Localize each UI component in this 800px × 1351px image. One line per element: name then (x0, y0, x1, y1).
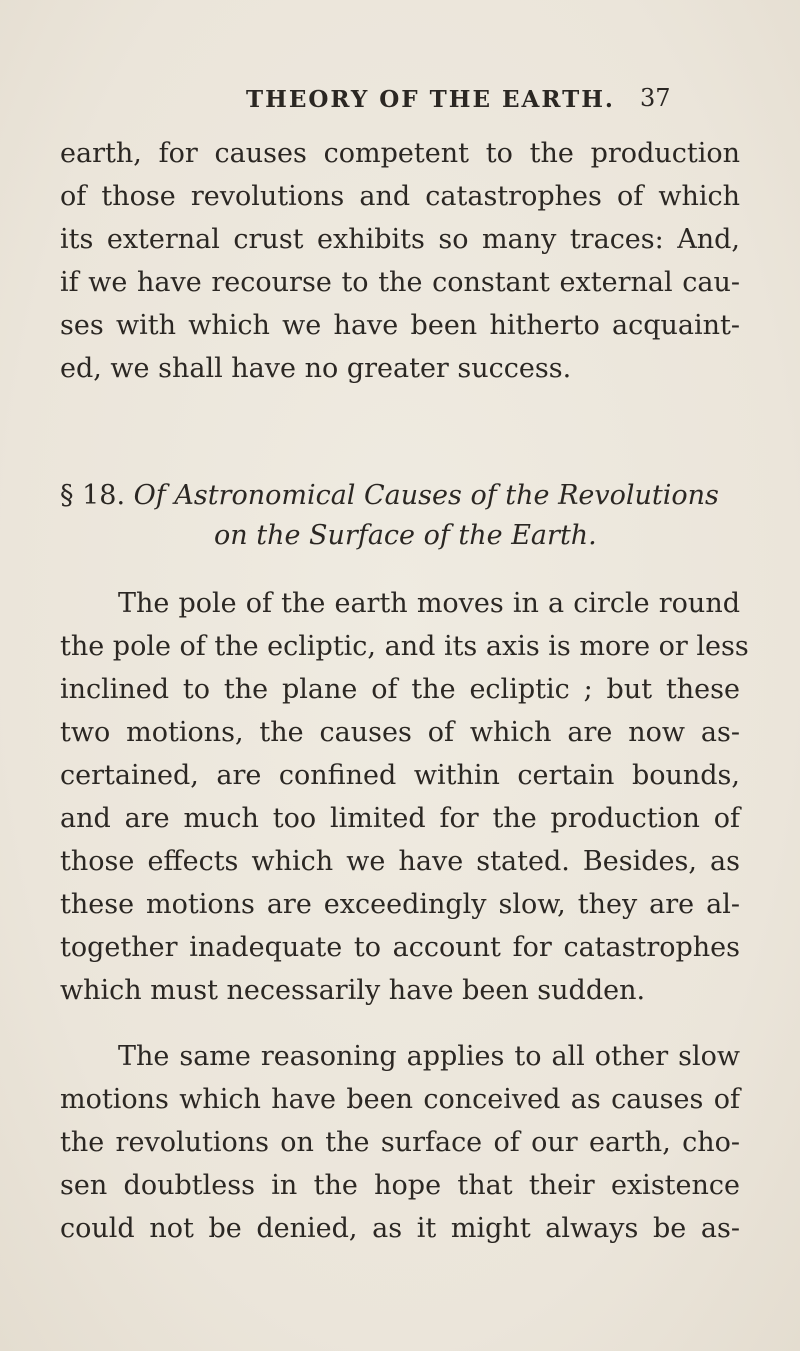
section-title-line2: on the Surface of the Earth. (214, 520, 597, 551)
text-line: The pole of the earth moves in a circle round (118, 588, 740, 619)
text-line: ses with which we have been hitherto acquaint- (60, 310, 740, 341)
text-line: if we have recourse to the constant external cau- (60, 267, 740, 298)
section-title-line1: Of Astronomical Causes of the Revolutions (133, 480, 719, 511)
text-line: earth, for causes competent to the production (60, 138, 740, 169)
text-line: these motions are exceedingly slow, they are al- (60, 889, 740, 920)
text-line: could not be denied, as it might always be as- (60, 1213, 740, 1244)
text-line: motions which have been conceived as causes of (60, 1084, 740, 1115)
section-number: § 18. (60, 480, 126, 511)
section-heading (60, 480, 740, 511)
text-line: together inadequate to account for catastrophes (60, 932, 740, 963)
text-line: sen doubtless in the hope that their existence (60, 1170, 740, 1201)
text-line: which must necessarily have been sudden. (60, 975, 646, 1006)
running-title: THEORY OF THE EARTH. (246, 86, 615, 113)
text-line: inclined to the plane of the ecliptic ; but these (60, 674, 740, 705)
text-line: those effects which we have stated. Besides, as (60, 846, 740, 877)
text-line: certained, are confined within certain bounds, (60, 760, 740, 791)
text-line: two motions, the causes of which are now as- (60, 717, 740, 748)
text-line: the pole of the ecliptic, and its axis is more or less (60, 631, 749, 662)
text-line: The same reasoning applies to all other slow (118, 1041, 740, 1072)
page-number: 37 (640, 84, 671, 112)
text-line: and are much too limited for the production of (60, 803, 740, 834)
text-line: ed, we shall have no greater success. (60, 353, 572, 384)
text-line: the revolutions on the surface of our earth, cho- (60, 1127, 740, 1158)
text-line: its external crust exhibits so many traces: And, (60, 224, 740, 255)
text-line: of those revolutions and catastrophes of which (60, 181, 740, 212)
